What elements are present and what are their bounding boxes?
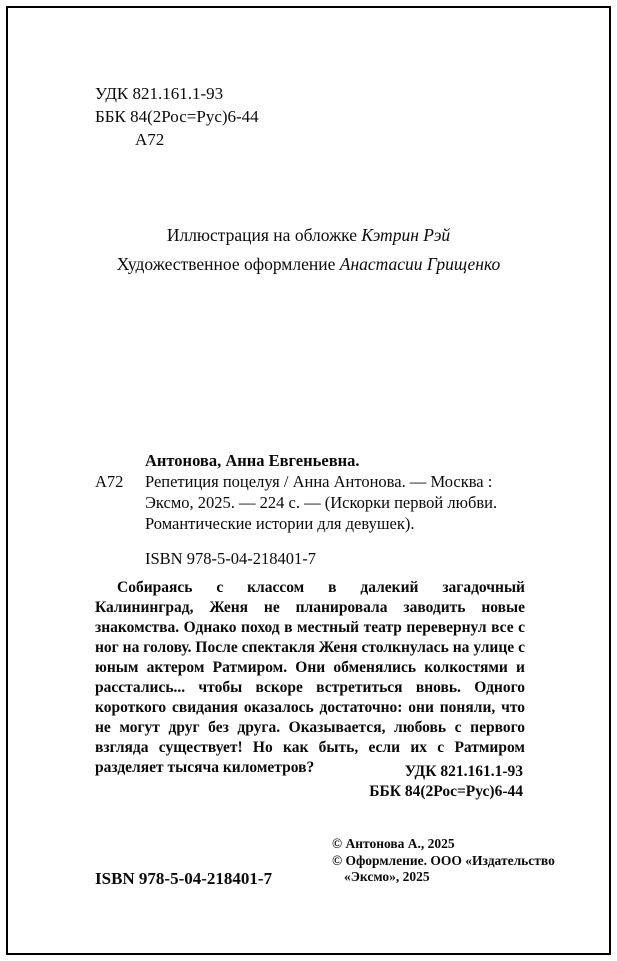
footer-isbn: ISBN 978-5-04-218401-7: [95, 869, 273, 888]
catalog-author-code: А72: [95, 472, 124, 491]
top-classification-codes: [95, 82, 259, 151]
catalog-author: Антонова, Анна Евгеньевна.: [145, 451, 360, 470]
catalog-card: [95, 450, 525, 569]
catalog-bibliographic-entry: Репетиция поцелуя / Анна Антонова. — Москва : Эксмо, 2025. — 224 с. — (Искорки первой любви. Романтические истории для девушек).: [145, 472, 498, 533]
author-sign-code: А72: [135, 130, 165, 149]
bottom-classification-codes: [369, 762, 523, 802]
cover-illustration-credit: [0, 221, 617, 250]
illustrator-name: Кэтрин Рэй: [361, 225, 451, 245]
bbk-code-bottom: ББК 84(2Рос=Рус)6-44: [369, 783, 523, 800]
design-credit: [0, 250, 617, 279]
copyright-block: [332, 836, 557, 886]
designer-name: Анастасии Грищенко: [339, 254, 501, 274]
credits-block: [0, 221, 617, 279]
catalog-isbn: ISBN 978-5-04-218401-7: [145, 549, 316, 568]
udk-code-bottom: УДК 821.161.1-93: [404, 763, 523, 780]
book-annotation: Собираясь с классом в далекий загадочный Калининград, Женя не планировала заводить новые знакомства. Однако поход в местный театр перевернул все с ног на голову. После спектакля Женя столкнулась на улице с юным актером Ратмиром. Они обменялись колкостями и расстались... чтобы вскоре встретиться вновь. Одного короткого свидания оказалось достаточно: они поняли, что не могут друг без друга. Оказывается, любовь с первого взгляда существует! Но как быть, если их с Ратмиром разделяет тысяча километров?: [95, 579, 525, 776]
bbk-code: ББК 84(2Рос=Рус)6-44: [95, 107, 259, 126]
copyright-author: © Антонова А., 2025: [332, 836, 455, 851]
copyright-publisher: © Оформление. ООО «Издательство «Эксмо», 2025: [332, 852, 555, 884]
catalog-entry-row: [95, 471, 525, 534]
illustration-credit-label: Иллюстрация на обложке: [166, 225, 358, 245]
design-credit-label: Художественное оформление: [116, 254, 336, 274]
udk-code: УДК 821.161.1-93: [95, 84, 224, 103]
